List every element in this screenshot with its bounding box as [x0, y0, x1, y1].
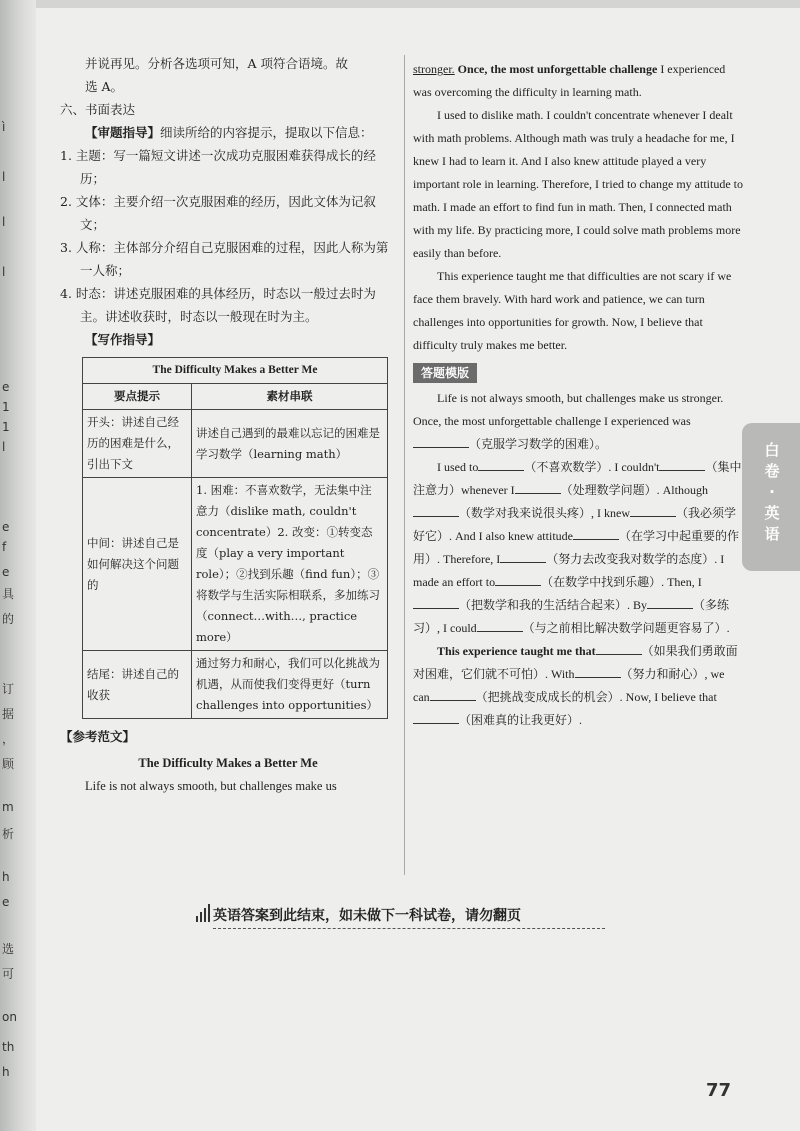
answer-blank[interactable]: [575, 665, 621, 678]
answer-blank[interactable]: [500, 550, 546, 563]
page-number: 77: [706, 1080, 732, 1101]
table-cell: 通过努力和耐心，我们可以化挑战为机遇，从而使我们变得更好（turn challenges into opportunities）: [192, 651, 388, 719]
template-text: （我必须学好它）. And I also knew attitude: [413, 506, 737, 543]
gutter-char: f: [2, 540, 7, 554]
point-item: 3. 人称：主体部分介绍自己克服困难的过程，因此人称为第一人称；: [60, 240, 389, 278]
essay-text: stronger.: [413, 62, 455, 76]
gutter-char: 订: [2, 682, 15, 696]
template-text: （如果我们勇敢面对困难，它们就不可怕）. With: [413, 644, 738, 681]
gutter-char: 据: [2, 707, 15, 721]
gutter-char: 具: [2, 587, 15, 601]
gutter-char: 析: [2, 827, 15, 841]
table-title: The Difficulty Makes a Better Me: [83, 358, 388, 384]
essay-paragraph: This experience taught me that difficulties are not scary if we face them bravely. With hard work and patience, we can turn challenges into opportunities for growth. Now, I believe that difficulty truly makes me better.: [413, 269, 732, 352]
xiezuo-label: 【写作指导】: [85, 332, 161, 347]
section-title: 六、书面表达: [60, 102, 136, 117]
gutter-char: l: [2, 215, 6, 229]
template-text: （集中注意力）whenever I: [413, 460, 742, 497]
essay-text: I experienced was overcoming the difficulty in learning math.: [413, 62, 726, 99]
template-text: （把挑战变成成长的机会）. Now, I believe that: [475, 690, 717, 704]
template-text: Life is not always smooth, but challenges make us stronger. Once, the most unforgettable challenge I experienced was: [413, 391, 724, 428]
template-text: （不喜欢数学）. I couldn't: [524, 460, 660, 474]
answer-blank[interactable]: [477, 619, 523, 632]
gutter-char: h: [2, 870, 10, 884]
template-text: （与之前相比解决数学问题更容易了）.: [522, 621, 730, 635]
gutter-char: 1: [2, 420, 10, 434]
gutter-char: l: [2, 170, 6, 184]
table-cell: 结尾：讲述自己的收获: [83, 651, 192, 719]
template-text: （数学对我来说很头疼）, I knew: [459, 506, 630, 520]
essay-paragraph: I used to dislike math. I couldn't concentrate whenever I dealt with math problems. Although math was truly a headache for me, I knew I had to learn it. And I also knew attitude played a very important role in learning. Therefore, I tried to change my attitude to math. I made an effort to find fun in math. Then, I connected math with my life. By practicing more, I could solve math problems more easily than before.: [413, 108, 743, 260]
table-cell: 讲述自己遇到的最难以忘记的困难是学习数学（learning math）: [192, 410, 388, 478]
continuation-line: 并说再见。分析各选项可知，A 项符合语境。故: [85, 56, 349, 71]
gutter-char: l: [2, 440, 6, 454]
footer-bars-icon: [196, 904, 210, 922]
template-text: I used to: [437, 460, 479, 474]
answer-blank[interactable]: [647, 596, 693, 609]
answer-blank[interactable]: [573, 527, 619, 540]
point-item: 2. 文体：主要介绍一次克服困难的经历，因此文体为记叙文；: [60, 194, 376, 232]
gutter-char: 的: [2, 612, 15, 626]
gutter-char: h: [2, 1065, 10, 1079]
footer-divider: [213, 928, 605, 929]
template-text: （困难真的让我更好）.: [459, 713, 583, 727]
template-text: （多练习）, I could: [413, 598, 730, 635]
shenti-text: 细读所给的内容提示，提取以下信息：: [160, 125, 373, 140]
gutter-char: e: [2, 380, 10, 394]
left-column: [60, 52, 396, 798]
template-text: （把数学和我的生活结合起来）. By: [459, 598, 648, 612]
answer-blank[interactable]: [430, 688, 476, 701]
answer-blank[interactable]: [630, 504, 676, 517]
answer-blank[interactable]: [478, 458, 524, 471]
top-edge: [36, 0, 800, 8]
template-text: （在学习中起重要的作用）. Therefore, I: [413, 529, 739, 566]
gutter-char: ，: [2, 732, 15, 746]
subject-tab-label: 白卷·英语: [764, 441, 780, 543]
table-cell: 1. 困难：不喜欢数学，无法集中注意力（dislike math, couldn't concentrate）2. 改变：①转变态度（play a very important role）；②找到乐趣（find fun）；③将数学与生活实际相联系，多加练习（connect…with…, practice more）: [192, 478, 388, 651]
point-item: 4. 时态：讲述克服困难的具体经历，时态以一般过去时为主。讲述收获时，时态以一般现在时为主。: [60, 286, 376, 324]
gutter-char: m: [2, 800, 14, 814]
answer-blank[interactable]: [659, 458, 705, 471]
answer-blank[interactable]: [495, 573, 541, 586]
answer-blank[interactable]: [413, 504, 459, 517]
gutter-char: e: [2, 520, 10, 534]
cankao-label: 【参考范文】: [60, 729, 136, 744]
continuation-line: 选 A。: [85, 79, 124, 94]
gutter-char: on: [2, 1010, 17, 1024]
right-column: [413, 58, 743, 732]
writing-guide-table: [82, 357, 388, 719]
template-banner: 答题模版: [413, 363, 477, 383]
gutter-char: l: [2, 265, 6, 279]
table-header: 要点提示: [83, 384, 192, 410]
answer-blank[interactable]: [413, 435, 469, 448]
template-text: （在数学中找到乐趣）. Then, I: [541, 575, 702, 589]
gutter-char: e: [2, 565, 10, 579]
essay-text: Once, the most unforgettable challenge: [454, 62, 658, 76]
binding-gutter: [0, 0, 36, 1131]
reference-title: The Difficulty Makes a Better Me: [138, 756, 318, 770]
gutter-char: e: [2, 895, 10, 909]
answer-blank[interactable]: [413, 711, 459, 724]
gutter-char: ì: [2, 120, 6, 134]
template-text: （努力和耐心）, we can: [413, 667, 725, 704]
gutter-char: 1: [2, 400, 10, 414]
gutter-char: 选: [2, 942, 15, 956]
template-text: This experience taught me that: [437, 644, 596, 658]
table-cell: 开头：讲述自己经历的困难是什么，引出下文: [83, 410, 192, 478]
reference-line: Life is not always smooth, but challenges make us: [85, 779, 337, 793]
column-divider: [404, 55, 405, 875]
template-text: （努力去改变我对数学的态度）. I made an effort to: [413, 552, 725, 589]
table-header: 素材串联: [192, 384, 388, 410]
gutter-char: 顾: [2, 757, 15, 771]
table-cell: 中间：讲述自己是如何解决这个问题的: [83, 478, 192, 651]
gutter-char: 可: [2, 967, 15, 981]
answer-blank[interactable]: [515, 481, 561, 494]
template-text: （处理数学问题）. Although: [560, 483, 708, 497]
footer-notice: 英语答案到此结束，如未做下一科试卷，请勿翻页: [213, 908, 521, 924]
template-text: （克服学习数学的困难）。: [469, 437, 608, 451]
point-item: 1. 主题：写一篇短文讲述一次成功克服困难获得成长的经历；: [60, 148, 376, 186]
answer-blank[interactable]: [596, 642, 642, 655]
shenti-label: 【审题指导】: [85, 125, 161, 140]
gutter-char: th: [2, 1040, 15, 1054]
answer-blank[interactable]: [413, 596, 459, 609]
